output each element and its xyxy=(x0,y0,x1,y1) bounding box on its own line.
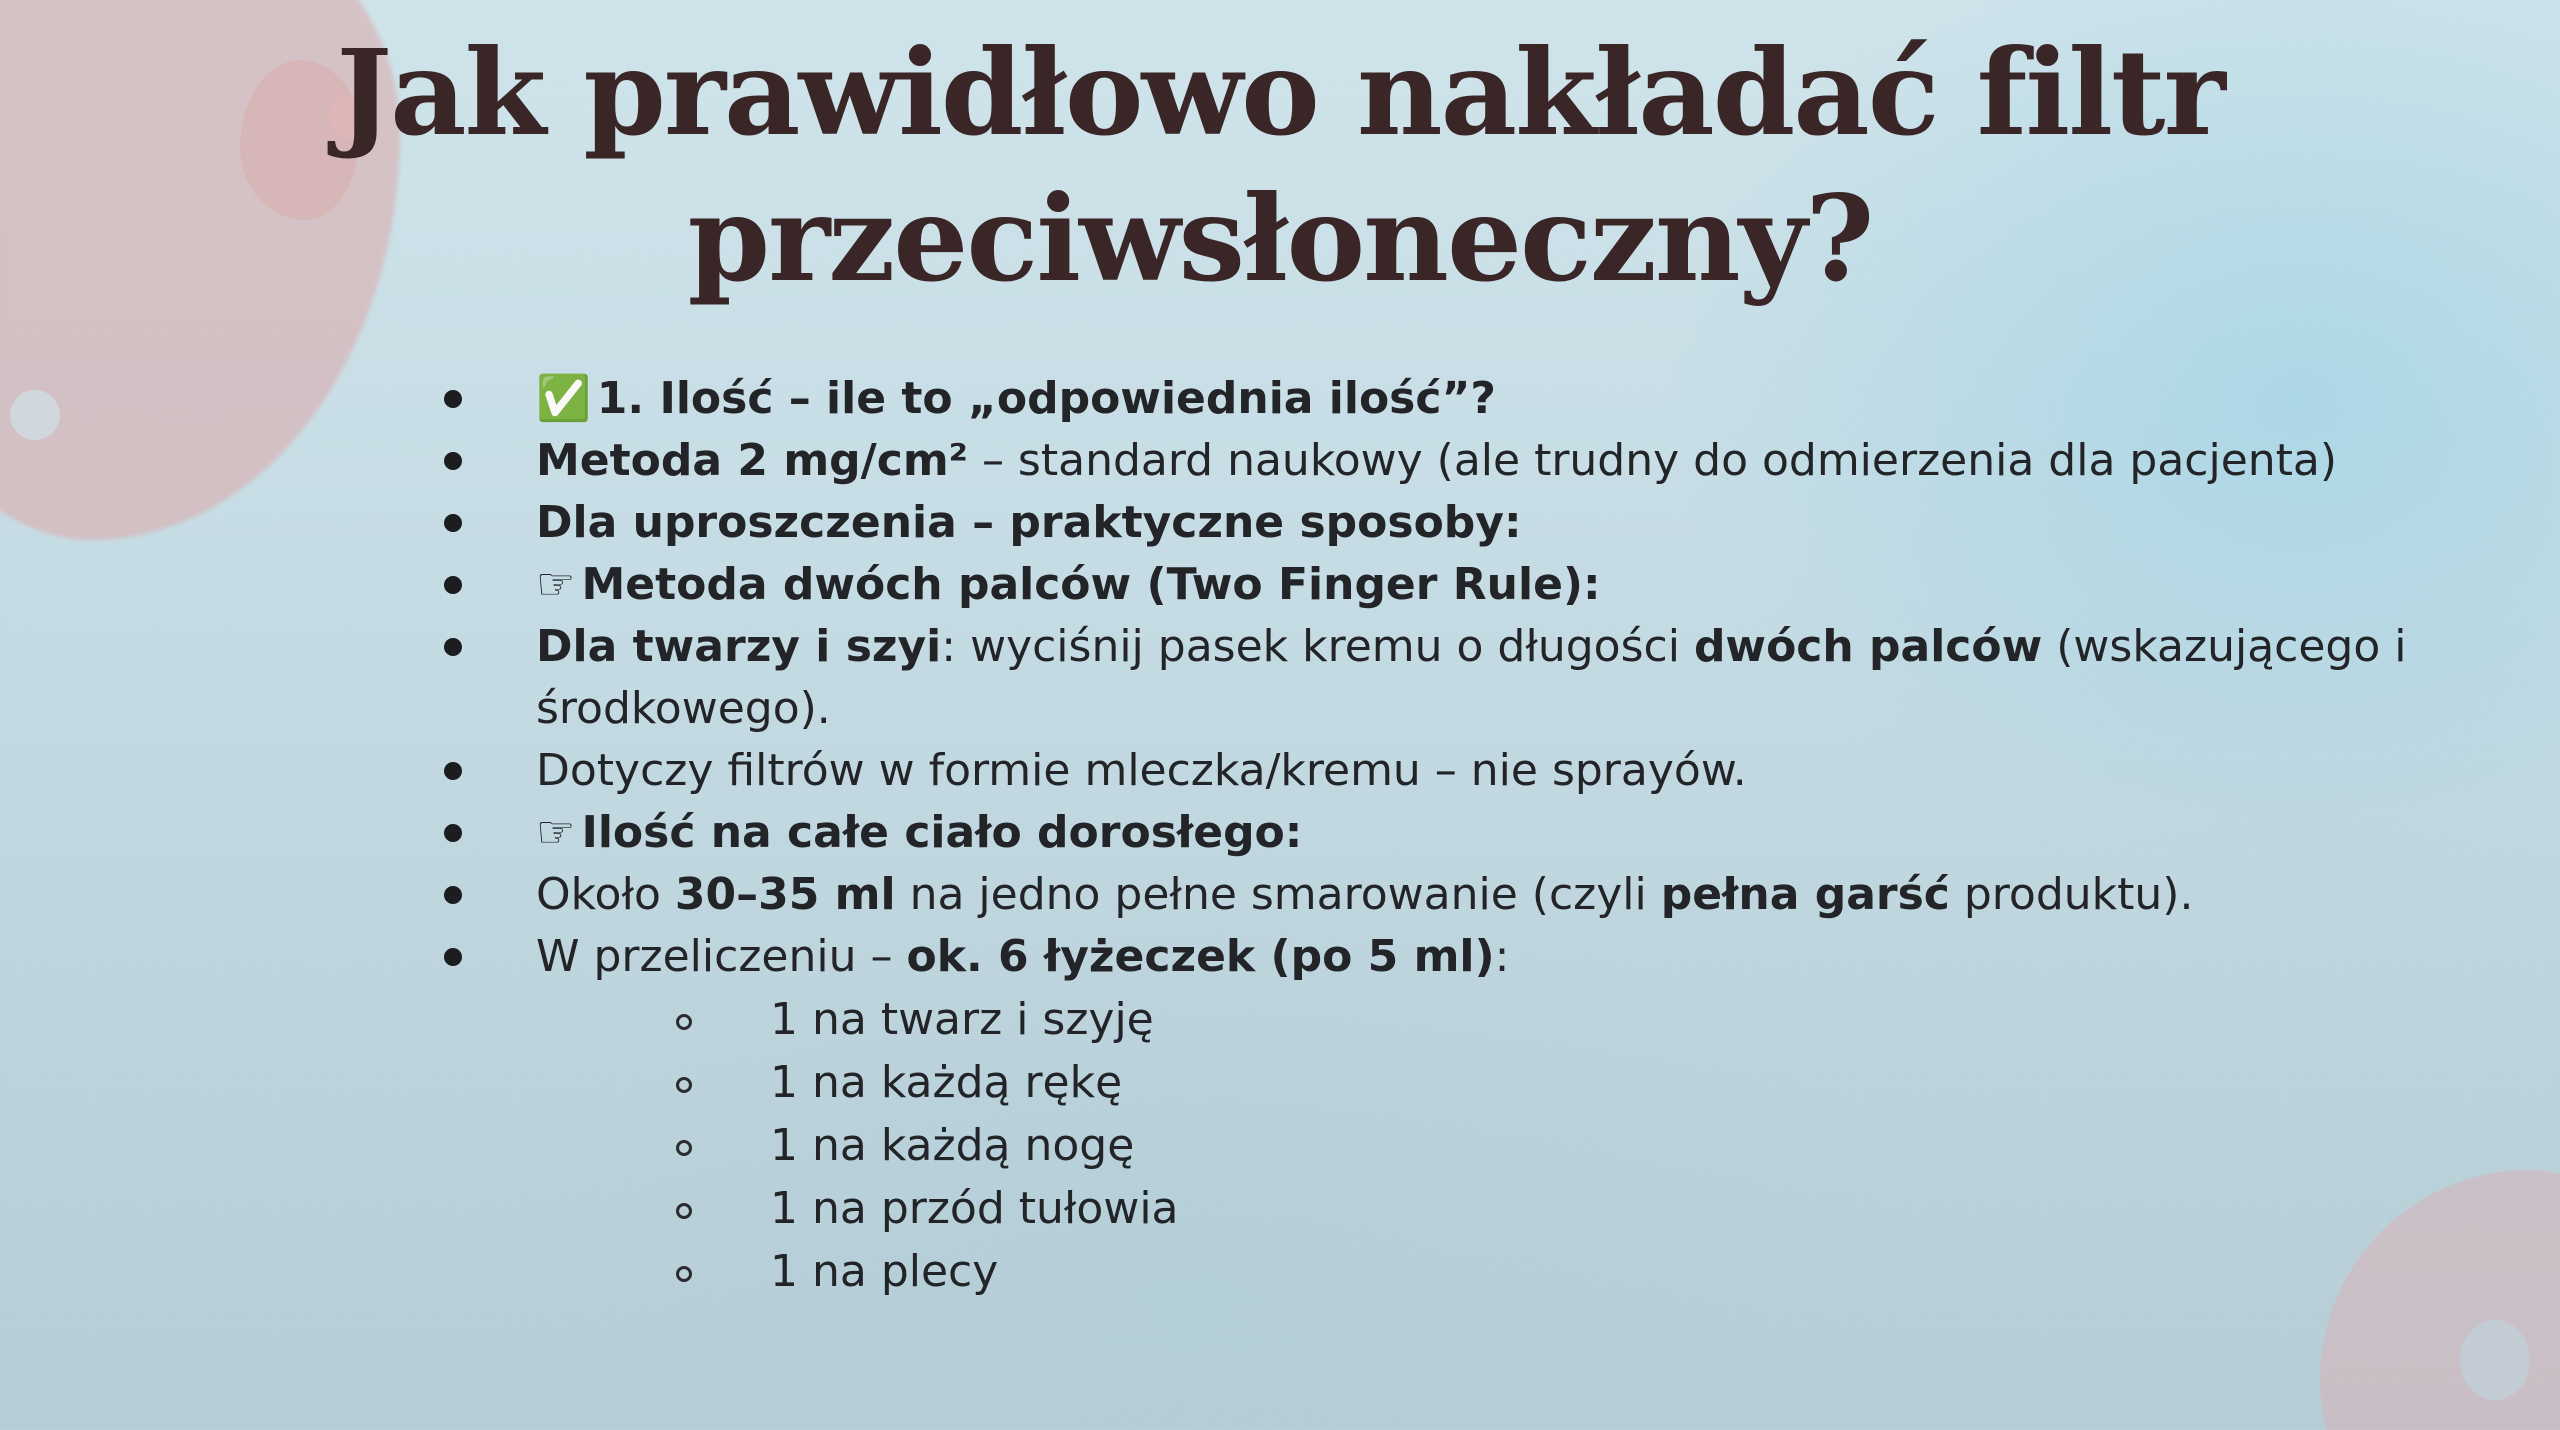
circle-bullet xyxy=(676,1014,692,1030)
bullet-dot xyxy=(444,514,462,532)
bold-text: 1. Ilość – ile to „odpowiednia ilość”? xyxy=(596,373,1496,424)
list-item xyxy=(440,802,2500,864)
text: : wyciśnij pasek kremu o długości xyxy=(941,621,1694,672)
text: (wskazującego i środkowego). xyxy=(536,621,2407,734)
bold-text: Dla twarzy i szyi xyxy=(536,621,942,672)
check-mark-icon: ✅ xyxy=(536,373,591,424)
sub-list-item xyxy=(536,1114,2500,1177)
list-item-text xyxy=(536,559,1601,610)
bullet-dot xyxy=(444,762,462,780)
sub-list-item-text: 1 na przód tułowia xyxy=(770,1183,1179,1234)
bullet-dot xyxy=(444,948,462,966)
list-item-text xyxy=(536,931,1509,982)
bold-text: dwóch palców xyxy=(1693,621,2043,672)
list-item xyxy=(440,430,2500,492)
list-item xyxy=(440,864,2500,926)
text: – standard naukowy (ale trudny do odmierzenia dla pacjenta) xyxy=(967,435,2338,486)
list-item xyxy=(440,492,2500,554)
decorative-dot xyxy=(2460,1320,2530,1400)
slide-title-line: przeciwsłoneczny? xyxy=(687,169,1873,308)
circle-bullet xyxy=(676,1140,692,1156)
bullet-dot xyxy=(444,576,462,594)
sub-list-item-text: 1 na plecy xyxy=(770,1246,999,1297)
list-item-text xyxy=(536,621,2407,734)
circle-bullet xyxy=(676,1077,692,1093)
bold-text: ok. 6 łyżeczek (po 5 ml) xyxy=(906,931,1495,982)
bullet-dot xyxy=(444,638,462,656)
text: Dotyczy filtrów w formie mleczka/kremu – nie sprayów. xyxy=(536,745,1747,796)
list-item-text xyxy=(536,745,1747,796)
bullet-dot xyxy=(444,390,462,408)
sub-list-item-text: 1 na każdą nogę xyxy=(770,1120,1135,1171)
list-item xyxy=(440,368,2500,430)
sub-list-item-text: 1 na każdą rękę xyxy=(770,1057,1123,1108)
pointing-hand-icon: ☞ xyxy=(536,807,576,858)
bold-text: pełna garść xyxy=(1660,869,1950,920)
decorative-dot xyxy=(10,390,60,440)
pointing-hand-icon: ☞ xyxy=(536,559,576,610)
list-item xyxy=(440,554,2500,616)
text: na jedno pełne smarowanie (czyli xyxy=(895,869,1661,920)
slide-title-line: Jak prawidłowo nakładać filtr xyxy=(336,23,2224,162)
sub-list-item xyxy=(536,1177,2500,1240)
list-item xyxy=(440,616,2500,740)
list-item xyxy=(440,740,2500,802)
text: Około xyxy=(536,869,675,920)
bold-text: Metoda 2 mg/cm² xyxy=(536,435,968,486)
sub-list-item xyxy=(536,1051,2500,1114)
bullet-dot xyxy=(444,886,462,904)
sub-list-item xyxy=(536,988,2500,1051)
text: produktu). xyxy=(1949,869,2194,920)
list-item xyxy=(440,926,2500,1303)
list-item-text xyxy=(536,373,1496,424)
list-item-text xyxy=(536,497,1522,548)
slide-title xyxy=(300,20,2260,312)
bullet-list xyxy=(440,368,2500,1303)
bold-text: Dla uproszczenia – praktyczne sposoby: xyxy=(536,497,1522,548)
bullet-dot xyxy=(444,452,462,470)
list-item-text xyxy=(536,807,1302,858)
text: W przeliczeniu – xyxy=(536,931,907,982)
sub-list-item-text: 1 na twarz i szyję xyxy=(770,994,1154,1045)
sub-list xyxy=(536,988,2500,1303)
list-item-text xyxy=(536,869,2193,920)
bold-text: Ilość na całe ciało dorosłego: xyxy=(581,807,1303,858)
text: : xyxy=(1494,931,1510,982)
bullet-dot xyxy=(444,824,462,842)
circle-bullet xyxy=(676,1266,692,1282)
bold-text: 30–35 ml xyxy=(674,869,896,920)
list-item-text xyxy=(536,435,2337,486)
circle-bullet xyxy=(676,1203,692,1219)
sub-list-item xyxy=(536,1240,2500,1303)
bold-text: Metoda dwóch palców (Two Finger Rule): xyxy=(581,559,1601,610)
